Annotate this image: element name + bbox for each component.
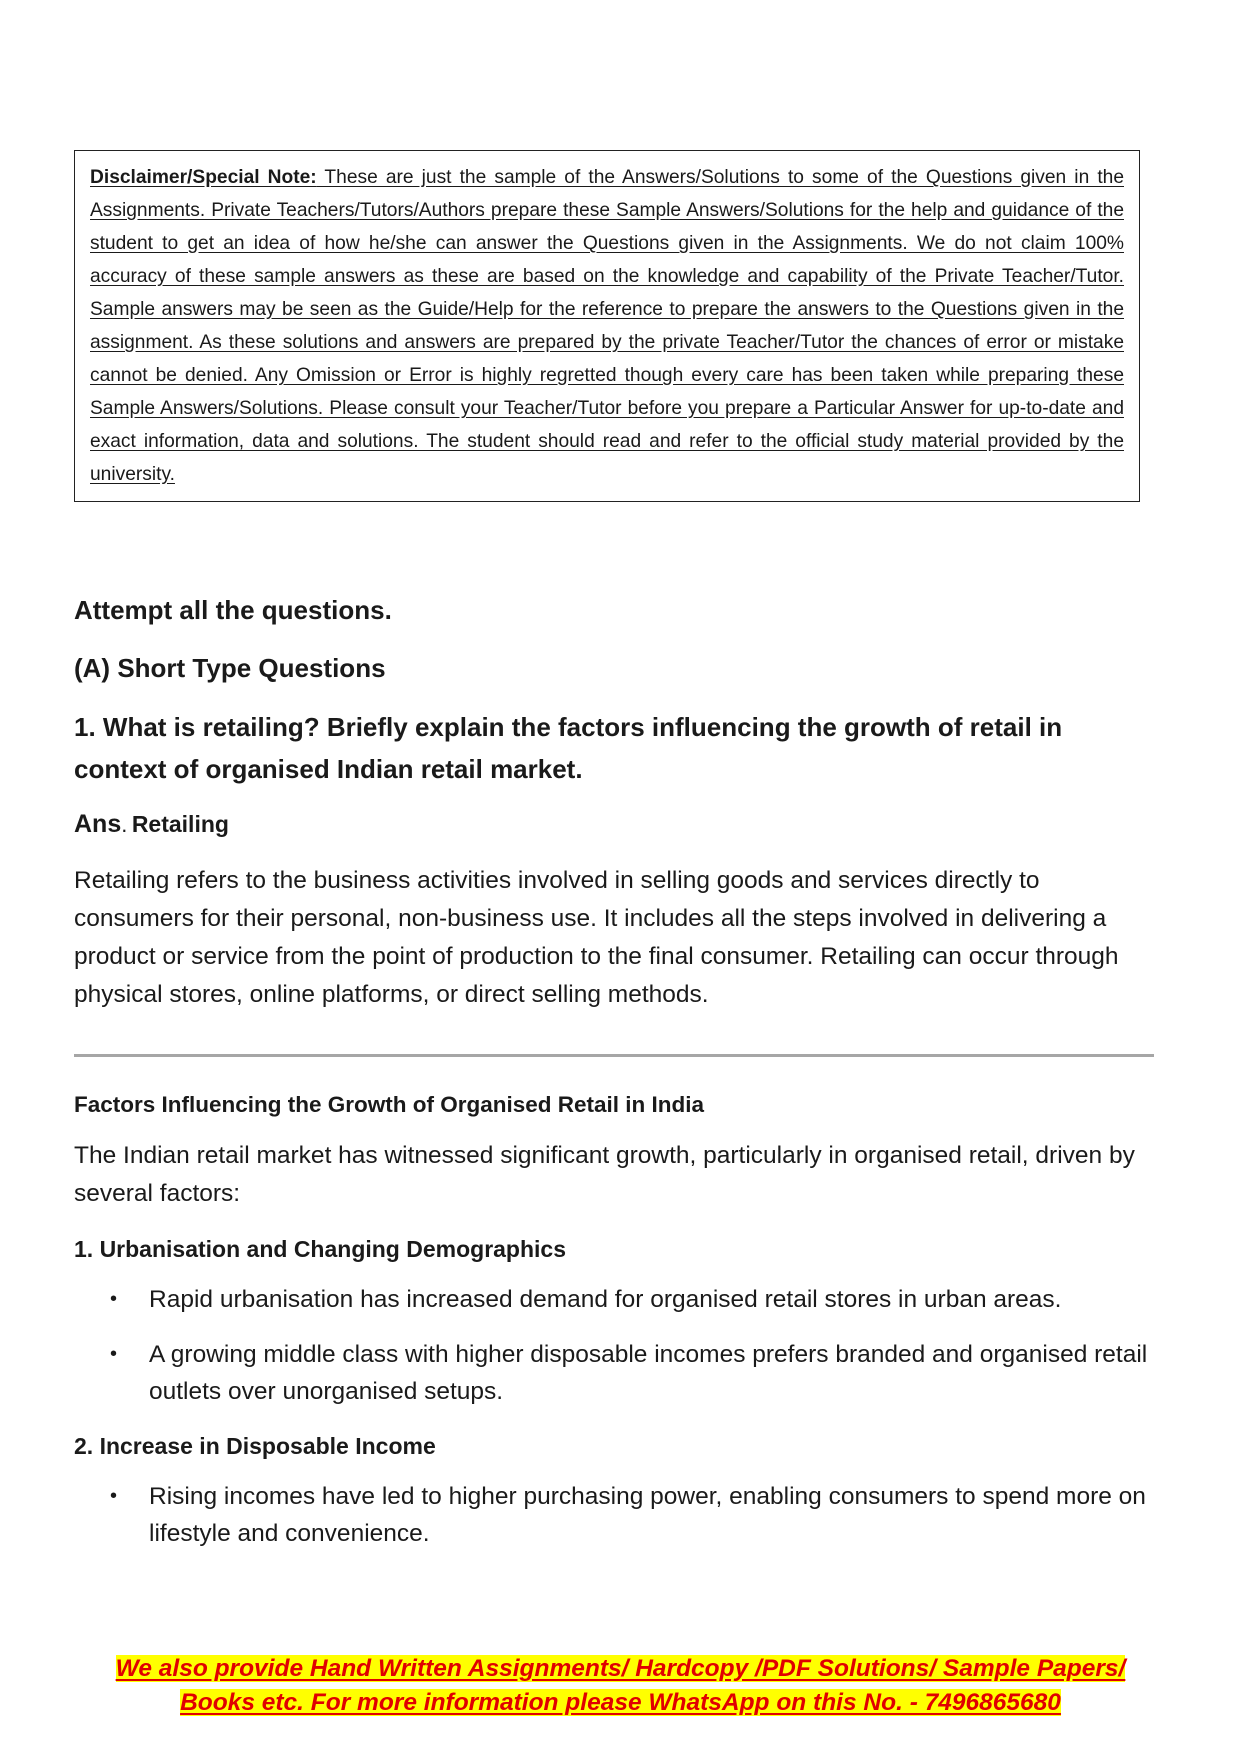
- section-title: (A) Short Type Questions: [74, 653, 386, 683]
- answer-dot: .: [121, 812, 128, 837]
- instructions-heading: Attempt all the questions.: [74, 595, 392, 625]
- factor-bullets-2: [74, 1478, 1164, 1552]
- bullet-icon: •: [110, 1485, 118, 1507]
- promo-footer: [0, 1652, 1241, 1720]
- list-item: [74, 1281, 1159, 1318]
- factor-title-2: 2. Increase in Disposable Income: [74, 1433, 436, 1459]
- section-divider: [74, 1054, 1154, 1057]
- answer-title: Retailing: [131, 811, 229, 837]
- answer-heading: [74, 804, 1164, 848]
- disclaimer-text: These are just the sample of the Answers/Solutions to some of the Questions given in the Assignments. Private Teachers/Tutors/Authors prepare these Sample Answers/Solutions for the help and guidance of the student to get an idea of how he/she can answer the Questions given in the Assignments. We do not claim 100% accuracy of these sample answers as these are based on the knowledge and capability of the Private Teacher/Tutor. Sample answers may be seen as the Guide/Help for the reference to prepare the answers to the Questions given in the assignment. As these solutions and answers are prepared by the private Teacher/Tutor the chances of error or mistake cannot be denied. Any Omission or Error is highly regretted though every care has been taken while preparing these Sample Answers/Solutions. Please consult your Teacher/Tutor before you prepare a Particular Answer for up-to-date and exact information, data and solutions. The student should read and refer to the official study material provided by the university.: [90, 167, 1124, 485]
- answer-prefix: Ans: [74, 810, 122, 838]
- question-heading: 1. What is retailing? Briefly explain the factors influencing the growth of retail in context of organised Indian retail market.: [74, 712, 1063, 784]
- bullet-text: Rising incomes have led to higher purchasing power, enabling consumers to spend more on lifestyle and convenience.: [149, 1483, 1146, 1547]
- list-item: [74, 1336, 1159, 1410]
- factors-intro: The Indian retail market has witnessed significant growth, particularly in organised retail, driven by several factors:: [74, 1142, 1135, 1207]
- bullet-text: Rapid urbanisation has increased demand for organised retail stores in urban areas.: [149, 1286, 1062, 1313]
- bullet-icon: •: [110, 1288, 118, 1310]
- promo-line-2: Books etc. For more information please WhatsApp on this No. - 7496865680: [180, 1689, 1061, 1716]
- promo-line-1: We also provide Hand Written Assignments/ Hardcopy /PDF Solutions/ Sample Papers/: [115, 1655, 1126, 1682]
- main-content: [74, 590, 1164, 1570]
- bullet-text: A growing middle class with higher disposable incomes prefers branded and organised retail outlets over unorganised setups.: [149, 1341, 1148, 1405]
- factors-heading: Factors Influencing the Growth of Organised Retail in India: [74, 1092, 705, 1117]
- factor-title-1: 1. Urbanisation and Changing Demographics: [74, 1236, 567, 1262]
- bullet-icon: •: [110, 1343, 118, 1365]
- factor-bullets-1: [74, 1281, 1164, 1410]
- answer-paragraph: Retailing refers to the business activities involved in selling goods and services directly to consumers for their personal, non-business use. It includes all the steps involved in delivering a product or service from the point of production to the final consumer. Retailing can occur through physical stores, online platforms, or direct selling methods.: [74, 867, 1119, 1008]
- disclaimer-label: Disclaimer/Special Note:: [90, 167, 317, 188]
- disclaimer-box: [74, 150, 1140, 502]
- list-item: [74, 1478, 1159, 1552]
